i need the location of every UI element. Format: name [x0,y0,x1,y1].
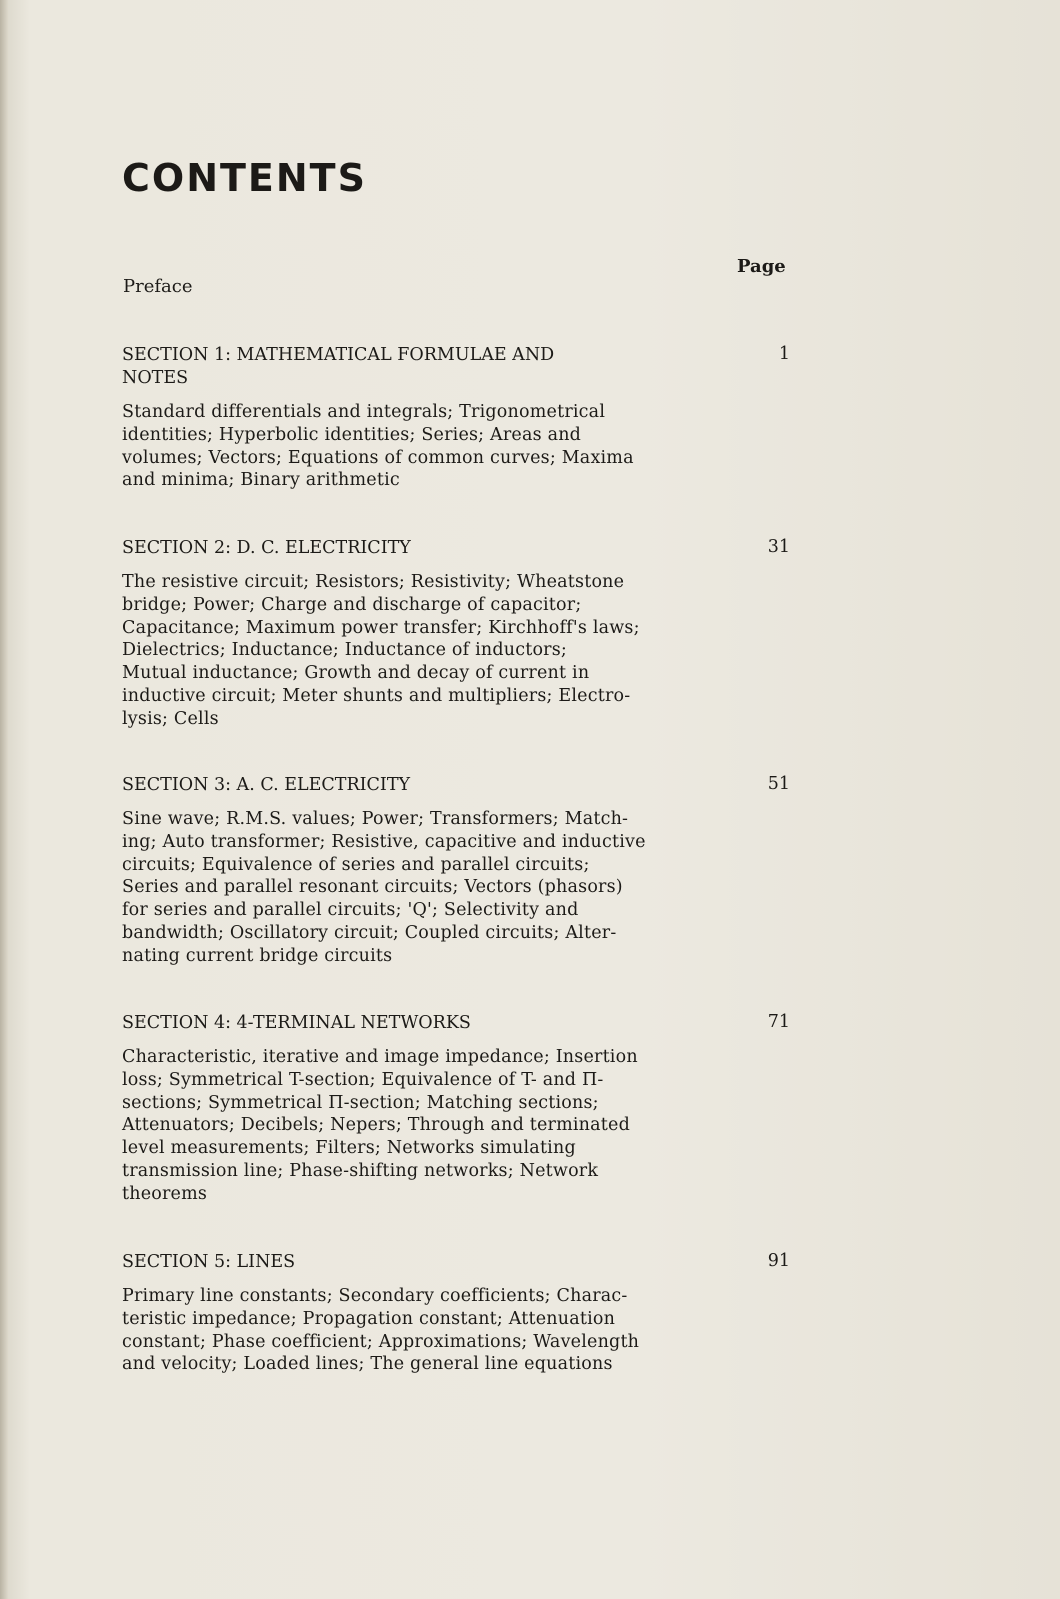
section-topics-line: Sine wave; R.M.S. values; Power; Transformers; Match- [122,809,629,829]
section-page-number: 31 [767,537,790,557]
section-topics-line: sections; Symmetrical Π-section; Matching sections; [122,1092,599,1113]
section-topics-line: level measurements; Filters; Networks simulating [122,1138,576,1159]
section-topics-line: Standard differentials and integrals; Trigonometrical [122,402,606,422]
section-topics-line: for series and parallel circuits; 'Q'; Selectivity and [122,900,579,921]
section-page-number: 91 [767,1251,790,1271]
section-heading [122,774,662,797]
page-title: CONTENTS [122,156,367,200]
contents-section-4 [122,1012,802,1206]
page-spine-edge [0,0,8,1599]
section-topics-line: constant; Phase coefficient; Approximations; Wavelength [122,1331,640,1352]
section-topics-line: bandwidth; Oscillatory circuit; Coupled circuits; Alter- [122,922,617,943]
section-topics-line: Characteristic, iterative and image impedance; Insertion [122,1047,638,1067]
section-topics [122,401,802,492]
section-page-number: 1 [778,344,790,364]
section-heading [122,1012,662,1035]
contents-section-1 [122,344,802,492]
section-page-number: 71 [767,1012,790,1032]
section-topics-line: Primary line constants; Secondary coefficients; Charac- [122,1286,628,1306]
section-topics-line: transmission line; Phase-shifting networks; Network [122,1160,599,1181]
contents-section-5 [122,1251,802,1376]
section-heading-line: SECTION 2: D. C. ELECTRICITY [122,538,411,558]
section-heading-line: SECTION 3: A. C. ELECTRICITY [122,775,411,795]
section-topics-line: and minima; Binary arithmetic [122,470,400,491]
section-topics-line: Attenuators; Decibels; Nepers; Through and terminated [122,1115,630,1136]
section-topics-line: lysis; Cells [122,708,219,729]
section-topics [122,808,802,968]
section-topics-line: volumes; Vectors; Equations of common curves; Maxima [122,447,634,468]
section-page-number: 51 [767,774,790,794]
section-topics-line: identities; Hyperbolic identities; Series; Areas and [122,424,582,445]
section-topics-line: teristic impedance; Propagation constant; Attenuation [122,1308,616,1329]
section-heading-line: SECTION 1: MATHEMATICAL FORMULAE AND [122,345,555,365]
section-heading [122,1251,662,1274]
section-topics-line: Series and parallel resonant circuits; Vectors (phasors) [122,877,623,898]
contents-section-3 [122,774,802,968]
page-column-label: Page [737,256,786,277]
section-topics-line: The resistive circuit; Resistors; Resistivity; Wheatstone [122,572,625,592]
section-heading-line: SECTION 5: LINES [122,1252,296,1272]
section-topics-line: bridge; Power; Charge and discharge of capacitor; [122,594,582,615]
section-topics-line: circuits; Equivalence of series and parallel circuits; [122,854,590,875]
section-topics-line: Capacitance; Maximum power transfer; Kirchhoff's laws; [122,617,640,638]
section-heading [122,537,662,560]
contents-section-2 [122,537,802,731]
section-topics-line: theorems [122,1183,208,1204]
section-heading-line: SECTION 4: 4-TERMINAL NETWORKS [122,1013,471,1033]
preface-entry: Preface [123,276,193,297]
section-topics-line: and velocity; Loaded lines; The general line equations [122,1354,613,1375]
section-topics-line: Mutual inductance; Growth and decay of current in [122,663,590,684]
section-heading-line: NOTES [122,368,189,388]
section-topics-line: inductive circuit; Meter shunts and multipliers; Electro- [122,685,631,706]
section-topics-line: Dielectrics; Inductance; Inductance of inductors; [122,640,568,661]
section-topics-line: loss; Symmetrical T-section; Equivalence of T- and Π- [122,1069,604,1090]
section-topics [122,1046,802,1206]
section-heading [122,344,662,390]
section-topics-line: ing; Auto transformer; Resistive, capacitive and inductive [122,831,646,852]
section-topics [122,1285,802,1376]
section-topics-line: nating current bridge circuits [122,945,393,966]
section-topics [122,571,802,731]
